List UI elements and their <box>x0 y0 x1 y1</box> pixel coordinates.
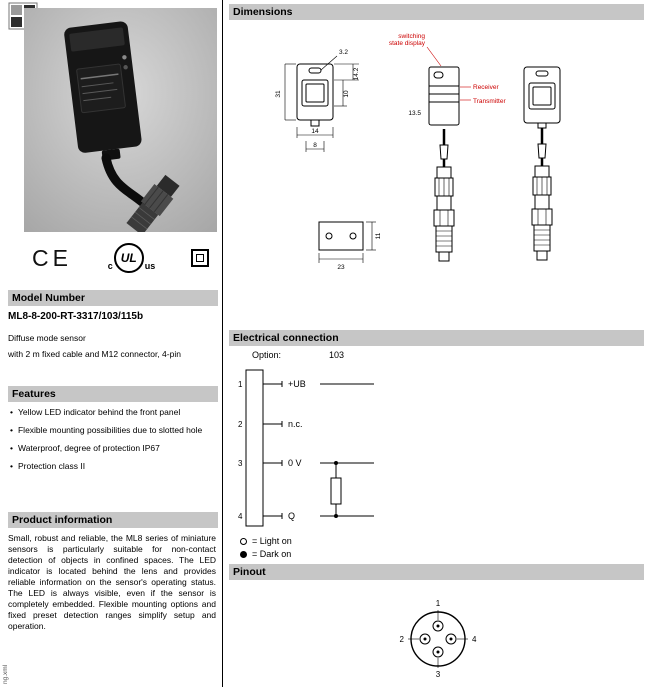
pinout-pin-3: 3 <box>435 670 441 679</box>
column-divider <box>222 0 223 687</box>
ul-us-label: us <box>144 261 156 271</box>
dim-side-width: 13.5 <box>408 110 421 117</box>
dim-body-height: 31 <box>275 90 282 98</box>
legend-dark-on: = Dark on <box>240 548 292 561</box>
bullet-icon: • <box>10 425 13 435</box>
svg-text:state display: state display <box>388 40 425 47</box>
pin-leaders <box>408 610 468 668</box>
pinout-diagram <box>386 596 490 684</box>
protection-class-ii-icon <box>191 249 209 267</box>
dim-body-depth: 14.2 <box>353 67 360 81</box>
dim-bottom-depth: 11 <box>375 232 382 240</box>
transmitter-label: Transmitter <box>473 98 506 105</box>
wiring-lines <box>263 381 374 519</box>
dim-slot-width: 8 <box>313 142 317 149</box>
dim-hole-dia: 3.2 <box>339 49 349 56</box>
pin-label: Q <box>288 511 296 521</box>
switching-legend <box>240 535 292 561</box>
feature-item: • Flexible mounting possibilities due to slotted hole <box>10 425 203 435</box>
model-number-header: Model Number <box>8 290 218 306</box>
bottom-view-dim-lines <box>319 222 376 263</box>
bullet-icon: • <box>10 407 13 417</box>
pin-label: n.c. <box>288 419 303 429</box>
feature-item: • Waterproof, degree of protection IP67 <box>10 443 160 453</box>
pinout-pin-4: 4 <box>472 635 477 644</box>
option-value: 103 <box>329 350 345 360</box>
pinout-pin-2: 2 <box>399 635 404 644</box>
m12-connector-drawing <box>434 129 454 261</box>
ul-mark <box>108 243 156 273</box>
electrical-connection-header: Electrical connection <box>229 330 644 346</box>
front-view-2 <box>524 67 560 128</box>
receiver-label: Receiver <box>473 84 499 91</box>
pinout-pin-1: 1 <box>435 599 441 608</box>
pin-number: 4 <box>238 512 243 521</box>
features-list <box>10 407 215 479</box>
document-side-text: ng.xml <box>2 664 9 684</box>
front-view-dim-lines <box>285 56 359 152</box>
side-view <box>429 67 459 125</box>
switching-state-label: switching <box>398 33 425 40</box>
dimensions-header: Dimensions <box>229 4 644 20</box>
dim-body-width: 14 <box>311 128 319 135</box>
sensor-type: Diffuse mode sensor <box>8 333 86 343</box>
product-information-header: Product information <box>8 512 218 528</box>
filled-circle-icon <box>240 551 247 558</box>
ul-circle-icon <box>114 243 144 273</box>
pin-number: 3 <box>238 459 243 468</box>
front-view <box>297 64 333 126</box>
pin-number: 2 <box>238 420 243 429</box>
product-information-text: Small, robust and reliable, the ML8 series of miniature sensors is particularly suitable for non-contact detection of objects in confined spaces. The LED indicator is located behind the lens and provides reliable information on the sensor's operating status. The LED is always visible, even if the sensor is completely embedded. Flexible mounting options and fixed preset detection ranges simplify setup and operation. <box>8 533 216 631</box>
bullet-icon: • <box>10 443 13 453</box>
pin-label: 0 V <box>288 458 302 468</box>
m12-connector-drawing <box>532 128 552 260</box>
sensor-details: with 2 m fixed cable and M12 connector, 4-pin <box>8 349 181 359</box>
dim-bottom-width: 23 <box>337 264 345 271</box>
pin-label: +UB <box>288 379 306 389</box>
electrical-diagram <box>232 362 562 534</box>
model-number: ML8-8-200-RT-3317/103/115b <box>8 311 144 322</box>
pinout-header: Pinout <box>229 564 644 580</box>
product-photo <box>24 8 217 232</box>
legend-light-on: = Light on <box>240 535 292 548</box>
features-header: Features <box>8 386 218 402</box>
certifications <box>24 238 217 278</box>
bullet-icon: • <box>10 461 13 471</box>
feature-item: • Yellow LED indicator behind the front panel <box>10 407 181 417</box>
option-row <box>252 350 344 360</box>
option-label: Option: <box>252 350 282 360</box>
ul-c-label: c <box>107 261 113 271</box>
dimensions-drawing <box>229 22 645 324</box>
ce-mark: CE <box>32 244 72 271</box>
feature-item: • Protection class II <box>10 461 86 471</box>
bottom-view <box>319 222 363 250</box>
pin-number: 1 <box>238 380 243 389</box>
dim-lens-center: 10 <box>343 90 350 98</box>
open-circle-icon <box>240 538 247 545</box>
ul-letters: UL <box>120 251 137 265</box>
